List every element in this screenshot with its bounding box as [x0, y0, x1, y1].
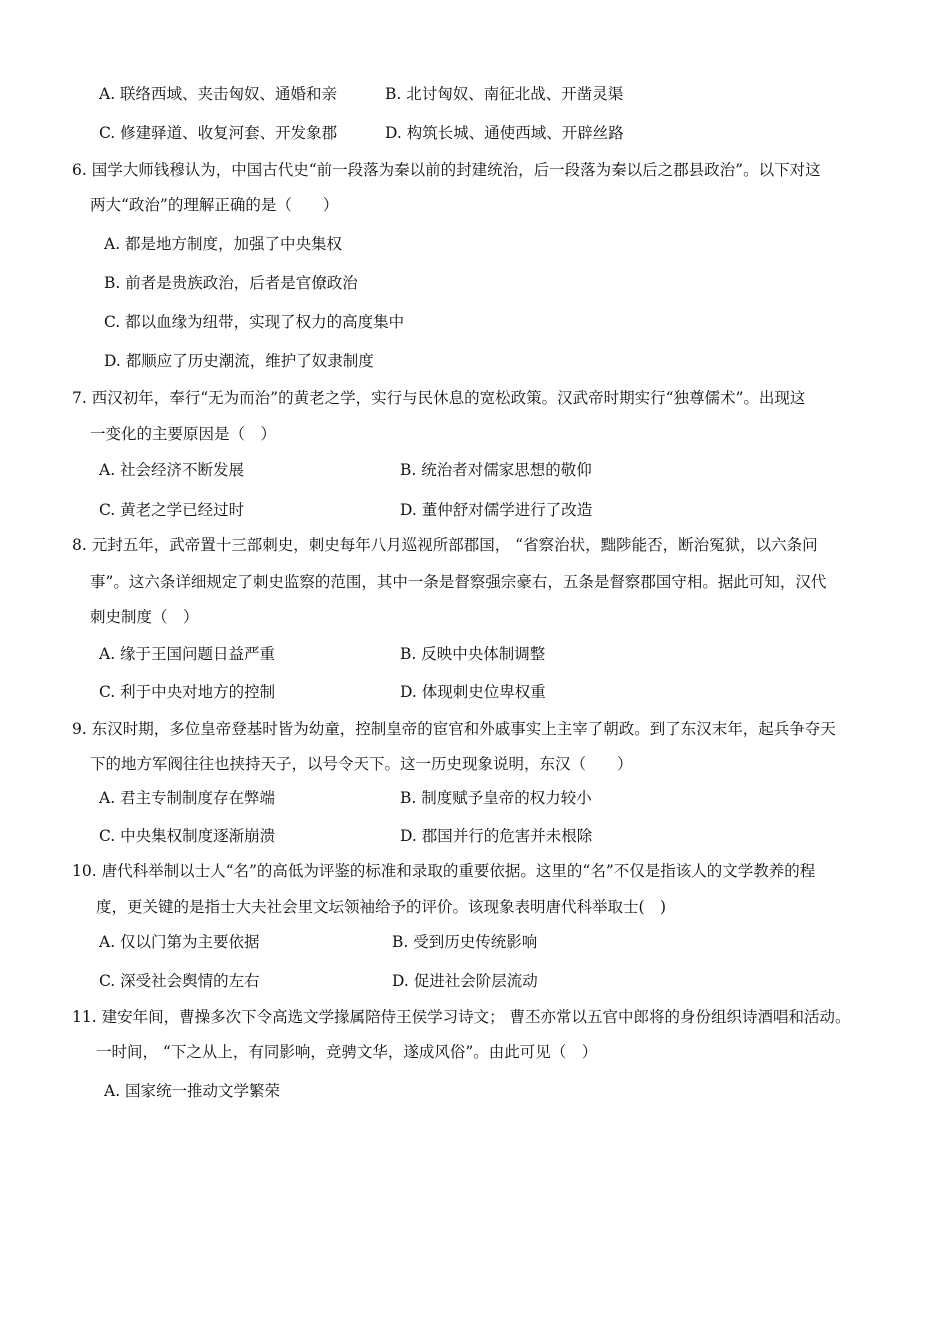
- q9-option-c: C. 中央集权制度逐渐崩溃: [99, 827, 276, 845]
- q10-option-b: B. 受到历史传统影响: [392, 933, 538, 951]
- q6-option-b: B. 前者是贵族政治，后者是官僚政治: [104, 274, 358, 292]
- q7-option-d: D. 董仲舒对儒学进行了改造: [400, 501, 593, 519]
- q10-stem-line-1: 10. 唐代科举制以士人“名”的高低为评鉴的标准和录取的重要依据。这里的“名”不仅是指该人的文学教养的程: [72, 862, 816, 880]
- q7-option-c: C. 黄老之学已经过时: [99, 501, 245, 519]
- q6-option-a: A. 都是地方制度，加强了中央集权: [104, 235, 343, 253]
- q5-option-b: B. 北讨匈奴、南征北战、开凿灵渠: [385, 85, 624, 103]
- q10-option-a: A. 仅以门第为主要依据: [99, 933, 260, 951]
- q11-stem-line-1: 11. 建安年间，曹操多次下令高选文学掾属陪侍王侯学习诗文； 曹丕亦常以五官中郎将的身份组织诗酒唱和活动。: [72, 1008, 851, 1026]
- q6-option-c: C. 都以血缘为纽带，实现了权力的高度集中: [104, 313, 405, 331]
- q9-stem-line-1: 9. 东汉时期，多位皇帝登基时皆为幼童，控制皇帝的宦官和外戚事实上主宰了朝政。到了东汉末年，起兵争夺天: [72, 720, 836, 738]
- q6-stem-line-1: 6. 国学大师钱穆认为，中国古代史“前一段落为秦以前的封建统治，后一段落为秦以后之郡县政治”。以下对这: [72, 161, 821, 179]
- q8-option-b: B. 反映中央体制调整: [400, 645, 546, 663]
- q6-option-d: D. 都顺应了历史潮流，维护了奴隶制度: [104, 352, 374, 370]
- q6-stem-line-2: 两大“政治”的理解正确的是（ ）: [90, 196, 339, 214]
- q5-option-c: C. 修建驿道、收复河套、开发象郡: [99, 124, 338, 142]
- q9-stem-line-2: 下的地方军阀往往也挟持天子，以号令天下。这一历史现象说明，东汉（ ）: [90, 755, 633, 773]
- q9-option-d: D. 郡国并行的危害并未根除: [400, 827, 593, 845]
- q5-option-d: D. 构筑长城、通使西域、开辟丝路: [385, 124, 624, 142]
- q5-option-a: A. 联络西域、夹击匈奴、通婚和亲: [99, 85, 338, 103]
- q9-option-a: A. 君主专制制度存在弊端: [99, 789, 276, 807]
- q8-stem-line-2: 事”。这六条详细规定了刺史监察的范围，其中一条是督察强宗豪右，五条是督察郡国守相。据此可知，汉代: [90, 573, 827, 591]
- q7-option-a: A. 社会经济不断发展: [99, 461, 245, 479]
- q10-option-d: D. 促进社会阶层流动: [392, 972, 538, 990]
- q10-option-c: C. 深受社会舆情的左右: [99, 972, 260, 990]
- q7-option-b: B. 统治者对儒家思想的敬仰: [400, 461, 592, 479]
- q11-option-a: A. 国家统一推动文学繁荣: [104, 1082, 281, 1100]
- q11-stem-line-2: 一时间， “下之从上，有同影响，竞骋文华，遂成风俗”。由此可见（ ）: [96, 1043, 598, 1061]
- q9-option-b: B. 制度赋予皇帝的权力较小: [400, 789, 592, 807]
- q8-option-a: A. 缘于王国问题日益严重: [99, 645, 276, 663]
- q8-stem-line-3: 刺史制度（ ）: [90, 608, 199, 626]
- q7-stem-line-1: 7. 西汉初年，奉行“无为而治”的黄老之学，实行与民休息的宽松政策。汉武帝时期实行“独尊儒术”。出现这: [72, 389, 806, 407]
- q10-stem-line-2: 度，更关键的是指士大夫社会里文坛领袖给予的评价。该现象表明唐代科举取士( ): [96, 898, 667, 916]
- q7-stem-line-2: 一变化的主要原因是（ ）: [90, 425, 277, 443]
- q8-option-c: C. 利于中央对地方的控制: [99, 683, 276, 701]
- q8-option-d: D. 体现刺史位卑权重: [400, 683, 546, 701]
- q8-stem-line-1: 8. 元封五年，武帝置十三部刺史，刺史每年八月巡视所部郡国， “省察治状，黜陟能否，断治冤狱，以六条问: [72, 536, 818, 554]
